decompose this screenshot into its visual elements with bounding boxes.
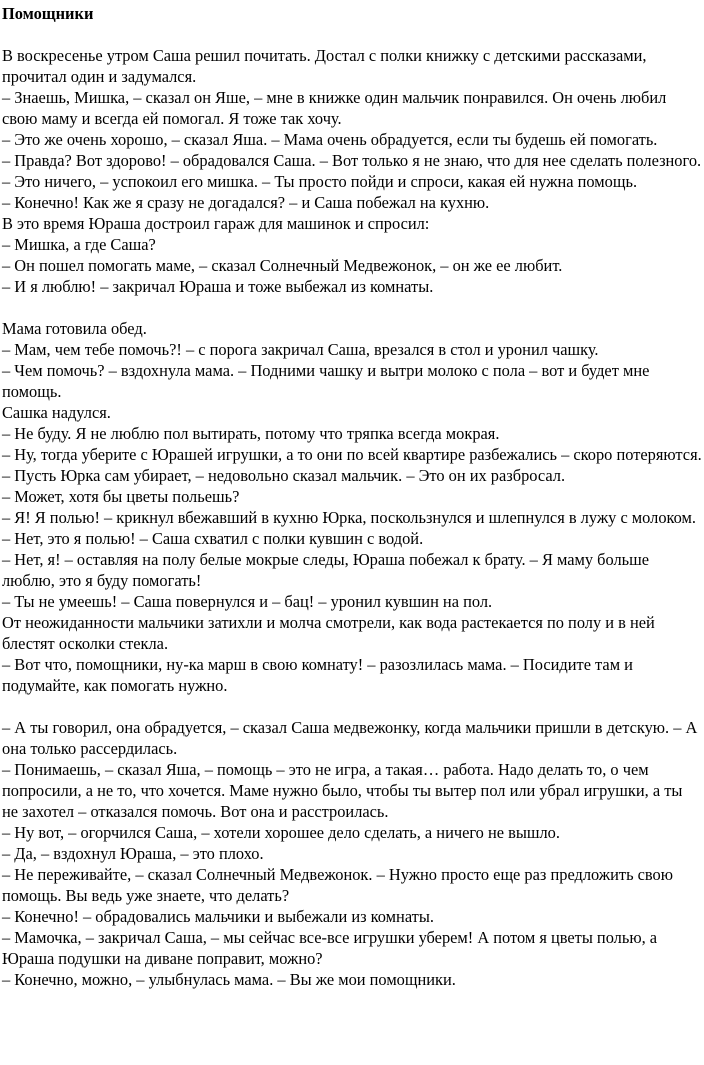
story-paragraph: – Конечно! – обрадовались мальчики и выбежали из комнаты. bbox=[2, 907, 434, 926]
story-paragraph: – Правда? Вот здорово! – обрадовался Саша. – Вот только я не знаю, что для нее сделать полезного. bbox=[2, 151, 702, 170]
story-paragraph: – Ты не умеешь! – Саша повернулся и – бац! – уронил кувшин на пол. bbox=[2, 592, 493, 611]
story-paragraph: – Пусть Юрка сам убирает, – недовольно сказал мальчик. – Это он их разбросал. bbox=[2, 466, 566, 485]
story-paragraph: – Не переживайте, – сказал Солнечный Медвежонок. – Нужно просто еще раз предложить свою помощь. Вы ведь уже знаете, что делать? bbox=[2, 865, 673, 905]
paragraph-gap bbox=[2, 696, 702, 717]
story-paragraph: От неожиданности мальчики затихли и молча смотрели, как вода растекается по полу и в ней блестят осколки стекла. bbox=[2, 613, 655, 653]
story-paragraph: – Не буду. Я не люблю пол вытирать, потому что тряпка всегда мокрая. bbox=[2, 424, 500, 443]
story-paragraph: – А ты говорил, она обрадуется, – сказал Саша медвежонку, когда мальчики пришли в детскую. – А она только рассердилась. bbox=[2, 718, 698, 758]
story-paragraph: – Знаешь, Мишка, – сказал он Яше, – мне в книжке один мальчик понравился. Он очень любил свою маму и всегда ей помогал. Я тоже так хочу. bbox=[2, 88, 667, 128]
story-paragraph: – Это ничего, – успокоил его мишка. – Ты просто пойди и спроси, какая ей нужна помощь. bbox=[2, 172, 638, 191]
story-paragraph: В это время Юраша достроил гараж для машинок и спросил: bbox=[2, 214, 430, 233]
story-paragraph: – Я! Я полью! – крикнул вбежавший в кухню Юрка, поскользнулся и шлепнулся в лужу с молоком. bbox=[2, 508, 697, 527]
story-paragraph: – Да, – вздохнул Юраша, – это плохо. bbox=[2, 844, 264, 863]
story-paragraph: – Ну, тогда уберите с Юрашей игрушки, а то они по всей квартире разбежались – скоро потеряются. bbox=[2, 445, 702, 464]
story-paragraph: – Нет, я! – оставляя на полу белые мокрые следы, Юраша побежал к брату. – Я маму больше люблю, это я буду помогать! bbox=[2, 550, 650, 590]
story-paragraph: – Может, хотя бы цветы польешь? bbox=[2, 487, 240, 506]
story-paragraph: – Конечно! Как же я сразу не догадался? – и Саша побежал на кухню. bbox=[2, 193, 490, 212]
story-paragraph: – Это же очень хорошо, – сказал Яша. – Мама очень обрадуется, если ты будешь ей помогать. bbox=[2, 130, 658, 149]
story-paragraph: В воскресенье утром Саша решил почитать. Достал с полки книжку с детскими рассказами, прочитал один и задумался. bbox=[2, 46, 647, 86]
story-paragraph: – Мам, чем тебе помочь?! – с порога закричал Саша, врезался в стол и уронил чашку. bbox=[2, 340, 599, 359]
story-paragraph: – И я люблю! – закричал Юраша и тоже выбежал из комнаты. bbox=[2, 277, 434, 296]
story-title: Помощники bbox=[2, 4, 94, 23]
story-paragraph: Сашка надулся. bbox=[2, 403, 111, 422]
story-body bbox=[2, 45, 702, 990]
story-paragraph: – Конечно, можно, – улыбнулась мама. – Вы же мои помощники. bbox=[2, 970, 456, 989]
story-paragraph: – Ну вот, – огорчился Саша, – хотели хорошее дело сделать, а ничего не вышло. bbox=[2, 823, 560, 842]
story-paragraph: – Нет, это я полью! – Саша схватил с полки кувшин с водой. bbox=[2, 529, 424, 548]
story-paragraph: – Вот что, помощники, ну-ка марш в свою комнату! – разозлилась мама. – Посидите там и подумайте, как помогать нужно. bbox=[2, 655, 633, 695]
story-paragraph: Мама готовила обед. bbox=[2, 319, 147, 338]
story-paragraph: – Понимаешь, – сказал Яша, – помощь – это не игра, а такая… работа. Надо делать то, о чем попросили, а не то, что хочется. Маме нужно было, чтобы ты вытер пол или убрал игрушки, а ты не захотел – отказался помочь. Вот она и расстроилась. bbox=[2, 760, 683, 821]
paragraph-gap bbox=[2, 297, 702, 318]
story-paragraph: – Мишка, а где Саша? bbox=[2, 235, 156, 254]
story-paragraph: – Чем помочь? – вздохнула мама. – Подними чашку и вытри молоко с пола – вот и будет мне помощь. bbox=[2, 361, 650, 401]
story-paragraph: – Мамочка, – закричал Саша, – мы сейчас все-все игрушки уберем! А потом я цветы полью, а Юраша подушки на диване поправит, можно? bbox=[2, 928, 658, 968]
story-paragraph: – Он пошел помогать маме, – сказал Солнечный Медвежонок, – он же ее любит. bbox=[2, 256, 563, 275]
